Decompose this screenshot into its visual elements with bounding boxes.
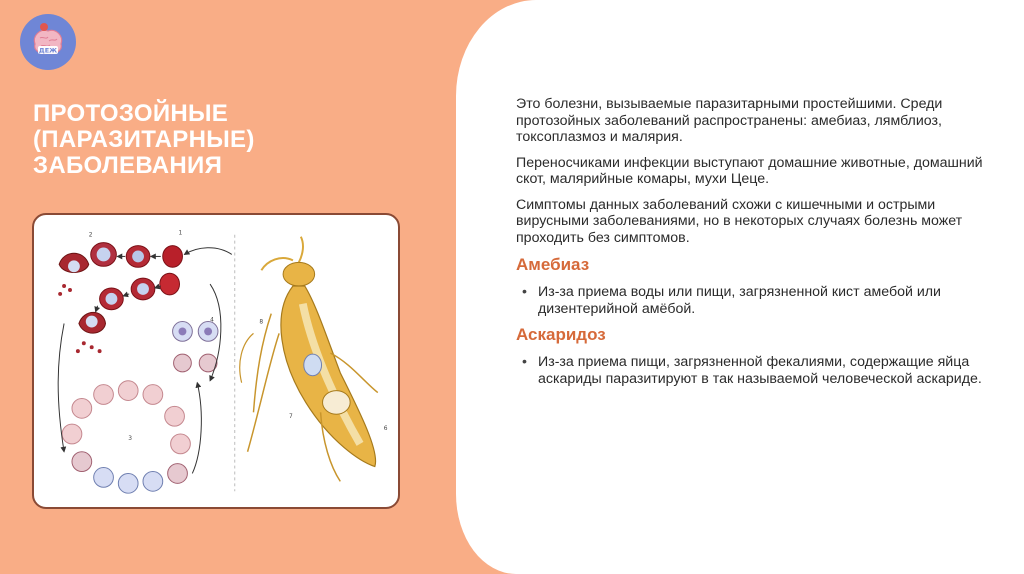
schizogony-ring <box>62 381 190 493</box>
svg-text:1: 1 <box>178 230 183 237</box>
svg-text:8: 8 <box>259 319 264 326</box>
svg-text:6: 6 <box>383 426 388 433</box>
bullet-text: Из-за приема пищи, загрязненной фекалиями, содержащие яйца аскариды паразитируют в так называемой человеческой аскариде. <box>538 354 982 387</box>
lifecycle-diagram-svg <box>34 215 398 507</box>
brain-logo-icon <box>20 14 76 70</box>
title-line-3: ЗАБОЛЕВАНИЯ <box>33 152 223 179</box>
slide-body-text <box>516 96 986 395</box>
amebiasis-list <box>516 284 986 317</box>
svg-text:4: 4 <box>210 317 214 324</box>
section-heading-ascariasis: Аскаридоз <box>516 325 606 344</box>
bullet-icon: • <box>522 284 527 300</box>
parasite-lifecycle-illustration <box>32 213 400 509</box>
ascariasis-list <box>516 354 986 387</box>
gametocyte-cycle <box>173 322 218 372</box>
carriers-paragraph: Переносчиками инфекции выступают домашние животные, домашний скот, малярийные комары, мухи Цеце. <box>516 154 983 187</box>
title-line-1: ПРОТОЗОЙНЫЕ <box>33 100 229 127</box>
mosquito-illustration <box>240 237 378 482</box>
list-item <box>516 354 986 387</box>
svg-text:2: 2 <box>88 232 93 239</box>
symptoms-paragraph: Симптомы данных заболеваний схожи с кишечными и острыми вирусными заболеваниями, но в некоторых случаях болезнь может проходить без симптомов. <box>516 196 963 246</box>
section-heading-amebiasis: Амебиаз <box>516 255 590 274</box>
title-line-2: (ПАРАЗИТАРНЫЕ) <box>33 126 255 153</box>
svg-text:7: 7 <box>289 414 293 421</box>
red-blood-cell-cycle <box>58 243 182 353</box>
bullet-text: Из-за приема воды или пищи, загрязненной кист амебой или дизентерийной амёбой. <box>538 284 941 317</box>
svg-text:3: 3 <box>128 435 132 442</box>
slide-title <box>33 101 353 179</box>
bullet-icon: • <box>522 354 527 370</box>
intro-paragraph: Это болезни, вызываемые паразитарными простейшими. Среди протозойных заболеваний распространены: амебиаз, лямблиоз, токсоплазмоз и малярия. <box>516 96 943 145</box>
logo-text: ДЕЖ <box>38 46 58 55</box>
list-item <box>516 284 986 317</box>
